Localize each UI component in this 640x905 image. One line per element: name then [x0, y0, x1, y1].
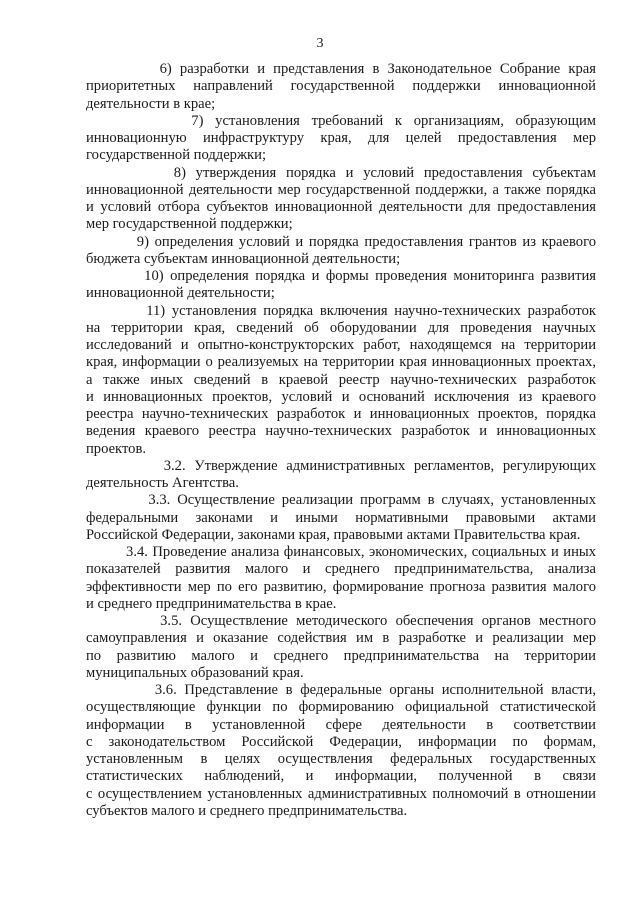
text-line: информации в установленной сфере деятельности в соответствии [86, 716, 596, 733]
text-line: 7) установления требований к организациям, образующим [86, 112, 596, 129]
text-line: мер государственной поддержки; [86, 216, 293, 233]
text-line: самоуправления и оказание содействия им в разработке и реализации мер [86, 630, 596, 647]
text-line: 9) определения условий и порядка предоставления грантов из краевого [86, 233, 596, 250]
paragraph [86, 234, 596, 269]
text-line: 10) определения порядка и формы проведения мониторинга развития [86, 268, 596, 284]
text-line: по развитию малого и среднего предпринимательства на территории [86, 647, 596, 664]
text-line: 3.3. Осуществление реализации программ в случаях, установленных [86, 492, 596, 509]
text-line: на территории края, сведений об оборудовании для проведения научных [86, 319, 596, 336]
text-line: с законодательством Российской Федерации, информации по формам, [86, 733, 596, 750]
text-line: 8) утверждения порядка и условий предоставления субъектам [86, 164, 596, 181]
text-line: а также иных сведений в краевой реестр научно-технических разработок [86, 371, 596, 388]
text-line: субъектов малого и среднего предпринимательства. [86, 802, 408, 819]
text-line: 11) установления порядка включения научно-технических разработок [86, 302, 596, 319]
text-line: муниципальных образований края. [86, 664, 304, 681]
text-line: деятельности в крае; [86, 95, 216, 112]
text-line: 3.6. Представление в федеральные органы исполнительной власти, [86, 682, 596, 698]
text-line: деятельность Агентства. [86, 475, 239, 491]
text-line: 3.5. Осуществление методического обеспечения органов местного [86, 613, 596, 629]
document-body [86, 61, 596, 820]
text-line: бюджета субъектам инновационной деятельности; [86, 250, 401, 267]
paragraph [86, 165, 596, 234]
text-line: установленным в целях осуществления федеральных государственных [86, 751, 596, 767]
text-line: и инновационных проектов, условий и оснований исключения из краевого [86, 388, 596, 405]
text-line: приоритетных направлений государственной поддержки инновационной [86, 78, 596, 95]
text-line: статистических наблюдений, и информации, полученной в связи [86, 768, 596, 785]
text-line: федеральными законами и иными нормативными правовыми актами [86, 509, 596, 526]
text-line: ведения краевого реестра научно-технических разработок и инновационных [86, 423, 596, 440]
paragraph [86, 268, 596, 303]
text-line: показателей развития малого и среднего предпринимательства, анализа [86, 561, 596, 578]
text-line: 3.4. Проведение анализа финансовых, экономических, социальных и иных [86, 544, 596, 560]
page-number: 3 [316, 36, 324, 51]
paragraph [86, 458, 596, 493]
paragraph [86, 682, 596, 820]
text-line: эффективности мер по его развитию, формирование прогноза развития малого [86, 578, 596, 595]
paragraph [86, 544, 596, 613]
text-line: и среднего предпринимательства в крае. [86, 595, 337, 612]
text-line: Российской Федерации, законами края, правовыми актами Правительства края. [86, 526, 581, 543]
paragraph [86, 113, 596, 165]
text-line: инновационной деятельности мер государственной поддержки, а также порядка [86, 181, 596, 198]
paragraph [86, 613, 596, 682]
text-line: и условий отбора субъектов инновационной деятельности для предоставления [86, 199, 596, 215]
text-line: проектов. [86, 440, 146, 457]
text-line: государственной поддержки; [86, 147, 267, 164]
text-line: 3.2. Утверждение административных регламентов, регулирующих [86, 457, 596, 474]
paragraph [86, 61, 596, 113]
text-line: инновационной деятельности; [86, 285, 275, 302]
paragraph [86, 303, 596, 458]
text-line: инновационную инфраструктуру края, для целей предоставления мер [86, 130, 596, 146]
text-line: осуществляющие функции по формированию официальной статистической [86, 699, 596, 716]
text-line: реестра научно-технических разработок и инновационных проектов, порядка [86, 406, 596, 422]
text-line: края, информации о реализуемых на территории края инновационных проектах, [86, 354, 596, 371]
text-line: 6) разработки и представления в Законодательное Собрание края [86, 61, 596, 77]
paragraph [86, 492, 596, 544]
text-line: исследований и опытно-конструкторских работ, находящемся на территории [86, 337, 596, 353]
text-line: с осуществлением установленных административных полномочий в отношении [86, 785, 596, 802]
